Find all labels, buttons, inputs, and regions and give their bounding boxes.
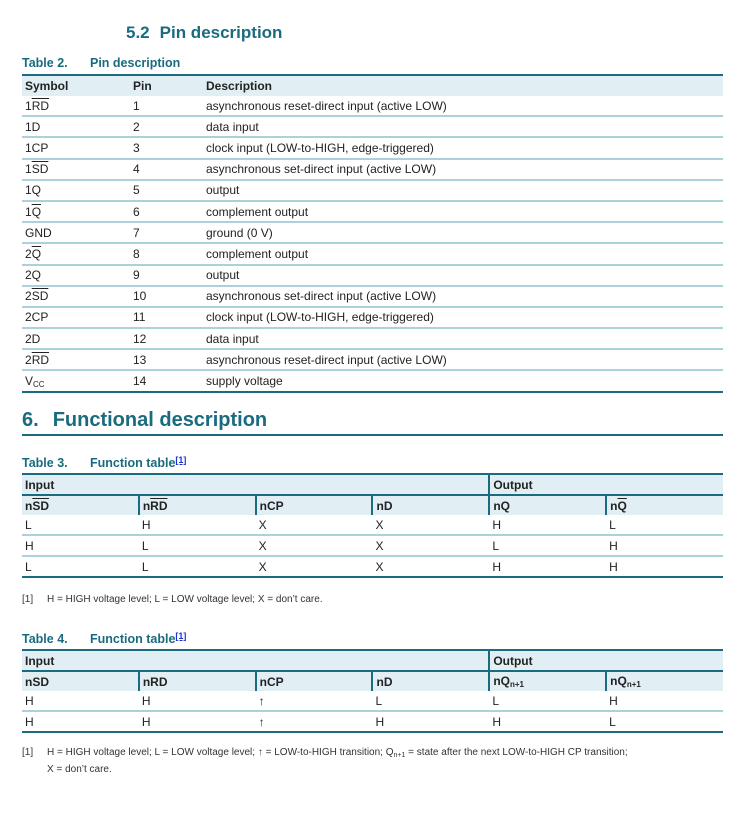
table-title: Function table [90,632,176,646]
table-title: Function table [90,456,176,470]
cell-symbol: $1\overline{SD}$ [22,159,130,180]
section-6-heading [22,409,723,436]
cell-description: complement output [203,201,723,222]
cell-pin: 9 [130,265,203,286]
footnote-link[interactable]: [1] [175,631,187,641]
column-header-row [22,495,723,515]
table-cell: L [609,517,616,532]
column-header: nD [372,671,489,691]
column-header-row [22,671,723,691]
table-cell: H [139,711,256,732]
cell-pin: 7 [130,222,203,243]
cell-description: data input [203,116,723,137]
cell-pin: 14 [130,370,203,391]
cell-description: clock input (LOW-to-HIGH, edge-triggered) [203,137,723,158]
header-pin: Pin [130,75,203,96]
section-5-2-heading [126,23,282,43]
column-header: $n\overline{RD}$ [139,495,256,515]
table-row [22,515,723,535]
table-row [22,201,723,222]
group-output: Output [489,474,723,495]
cell-pin: 12 [130,328,203,349]
section-title: Pin description [159,23,283,42]
cell-symbol: GND [22,222,130,243]
table-row [22,222,723,243]
table-row [22,535,723,556]
cell-description: output [203,180,723,201]
section-number: 6. [22,409,39,431]
table-cell: H [22,535,139,556]
table-cell: L [22,556,139,577]
cell-description: complement output [203,243,723,264]
footnote-ref: [1] [22,594,34,605]
cell-symbol: 2Q [22,265,130,286]
table-row [22,286,723,307]
cell-symbol: 1CP [22,137,130,158]
table-cell: H [492,517,501,532]
table-cell: ↑ [258,693,265,708]
cell-pin: 1 [133,98,140,113]
cell-description: clock input (LOW-to-HIGH, edge-triggered) [203,307,723,328]
column-header: $n\overline{Q}$ [606,495,723,515]
function-table-3 [22,473,723,578]
cell-description: data input [203,328,723,349]
table-row [22,159,723,180]
cell-symbol: $2\overline{Q}$ [22,243,130,264]
cell-symbol: 1D [22,116,130,137]
column-header: nCP [256,495,373,515]
cell-description: asynchronous set-direct input (active LOW) [203,159,723,180]
cell-description: output [203,265,723,286]
table-cell: X [375,517,384,532]
footnote-text: H = HIGH voltage level; L = LOW voltage level; ↑ = LOW-to-HIGH transition; $Q_{n+1}$ = state after the next LOW-to-HIGH CP transition; X = don’t care. [47,747,628,775]
footnote-link[interactable]: [1] [175,455,187,465]
table-row [22,556,723,577]
column-header: nRD [139,671,256,691]
table-row [22,370,723,391]
cell-description: asynchronous set-direct input (active LOW) [203,286,723,307]
table3-footnote [22,593,722,607]
column-header: nCP [256,671,373,691]
table-row [22,349,723,370]
column-header: $n\overline{SD}$ [22,495,139,515]
cell-description: ground (0 V) [203,222,723,243]
table-cell: L [375,693,383,708]
table-cell: H [141,693,151,708]
header-symbol: Symbol [22,75,130,96]
cell-description: asynchronous reset-direct input (active LOW) [203,349,723,370]
cell-description: asynchronous reset-direct input (active LOW) [206,98,447,113]
table-cell: L [492,693,499,708]
table-row [22,137,723,158]
table-cell: H [372,711,489,732]
table-cell: H [141,517,151,532]
table-cell: X [372,535,489,556]
table-cell: ↑ [256,711,373,732]
table-row [22,711,723,732]
group-header-row [22,474,723,495]
footnote-text: H = HIGH voltage level; L = LOW voltage level; X = don’t care. [47,594,323,605]
pin-description-table [22,74,723,393]
table-cell: X [256,535,373,556]
function-table-4 [22,649,723,733]
column-header: $nQ_{n+1}$ [606,671,723,691]
cell-symbol: $1\overline{RD}$ [25,98,50,113]
cell-pin: 5 [130,180,203,201]
table-row [22,116,723,137]
table-row [22,328,723,349]
footnote-ref: [1] [22,747,34,758]
table2-caption [22,56,180,70]
table4-caption [22,631,186,646]
table-cell: X [258,517,267,532]
table-row [22,96,723,116]
group-output: Output [489,650,723,671]
cell-symbol: 2D [22,328,130,349]
table-row [22,265,723,286]
cell-pin: 4 [130,159,203,180]
table-title: Pin description [90,56,181,70]
cell-symbol: $2\overline{RD}$ [22,349,130,370]
table-cell: H [606,556,723,577]
cell-pin: 13 [130,349,203,370]
group-input: Input [22,650,489,671]
cell-symbol: $2\overline{SD}$ [22,286,130,307]
table-label: Table 2. [22,56,68,70]
group-input: Input [22,474,489,495]
header-description: Description [203,75,723,96]
table-cell: X [256,556,373,577]
group-header-row [22,650,723,671]
section-title: Functional description [52,409,268,431]
table-cell: L [489,535,606,556]
cell-symbol: $V_{CC}$ [22,370,130,391]
table-cell: H [489,556,606,577]
table-cell: L [139,535,256,556]
section-number: 5.2 [126,23,150,42]
table-label: Table 4. [22,632,68,646]
table4-footnote [22,746,722,777]
table-header-row [22,75,723,96]
table-label: Table 3. [22,456,68,470]
table3-caption [22,455,186,470]
table-cell: X [372,556,489,577]
table-row [22,243,723,264]
table-cell: H [25,693,34,708]
table-row [22,691,723,711]
cell-description: supply voltage [203,370,723,391]
table-cell: H [22,711,139,732]
table-row [22,307,723,328]
table-cell: L [606,711,723,732]
cell-pin: 10 [130,286,203,307]
cell-symbol: $1\overline{Q}$ [22,201,130,222]
cell-pin: 2 [130,116,203,137]
column-header: nSD [22,671,139,691]
cell-symbol: 1Q [22,180,130,201]
table-row [22,180,723,201]
cell-pin: 8 [130,243,203,264]
column-header: $nQ_{n+1}$ [489,671,606,691]
cell-symbol: 2CP [22,307,130,328]
table-cell: L [139,556,256,577]
table-cell: H [489,711,606,732]
table-cell: L [25,517,32,532]
column-header: nD [372,495,489,515]
table-cell: H [606,535,723,556]
cell-pin: 11 [130,307,203,328]
table-cell: H [609,693,618,708]
cell-pin: 6 [130,201,203,222]
cell-pin: 3 [130,137,203,158]
column-header: nQ [489,495,606,515]
